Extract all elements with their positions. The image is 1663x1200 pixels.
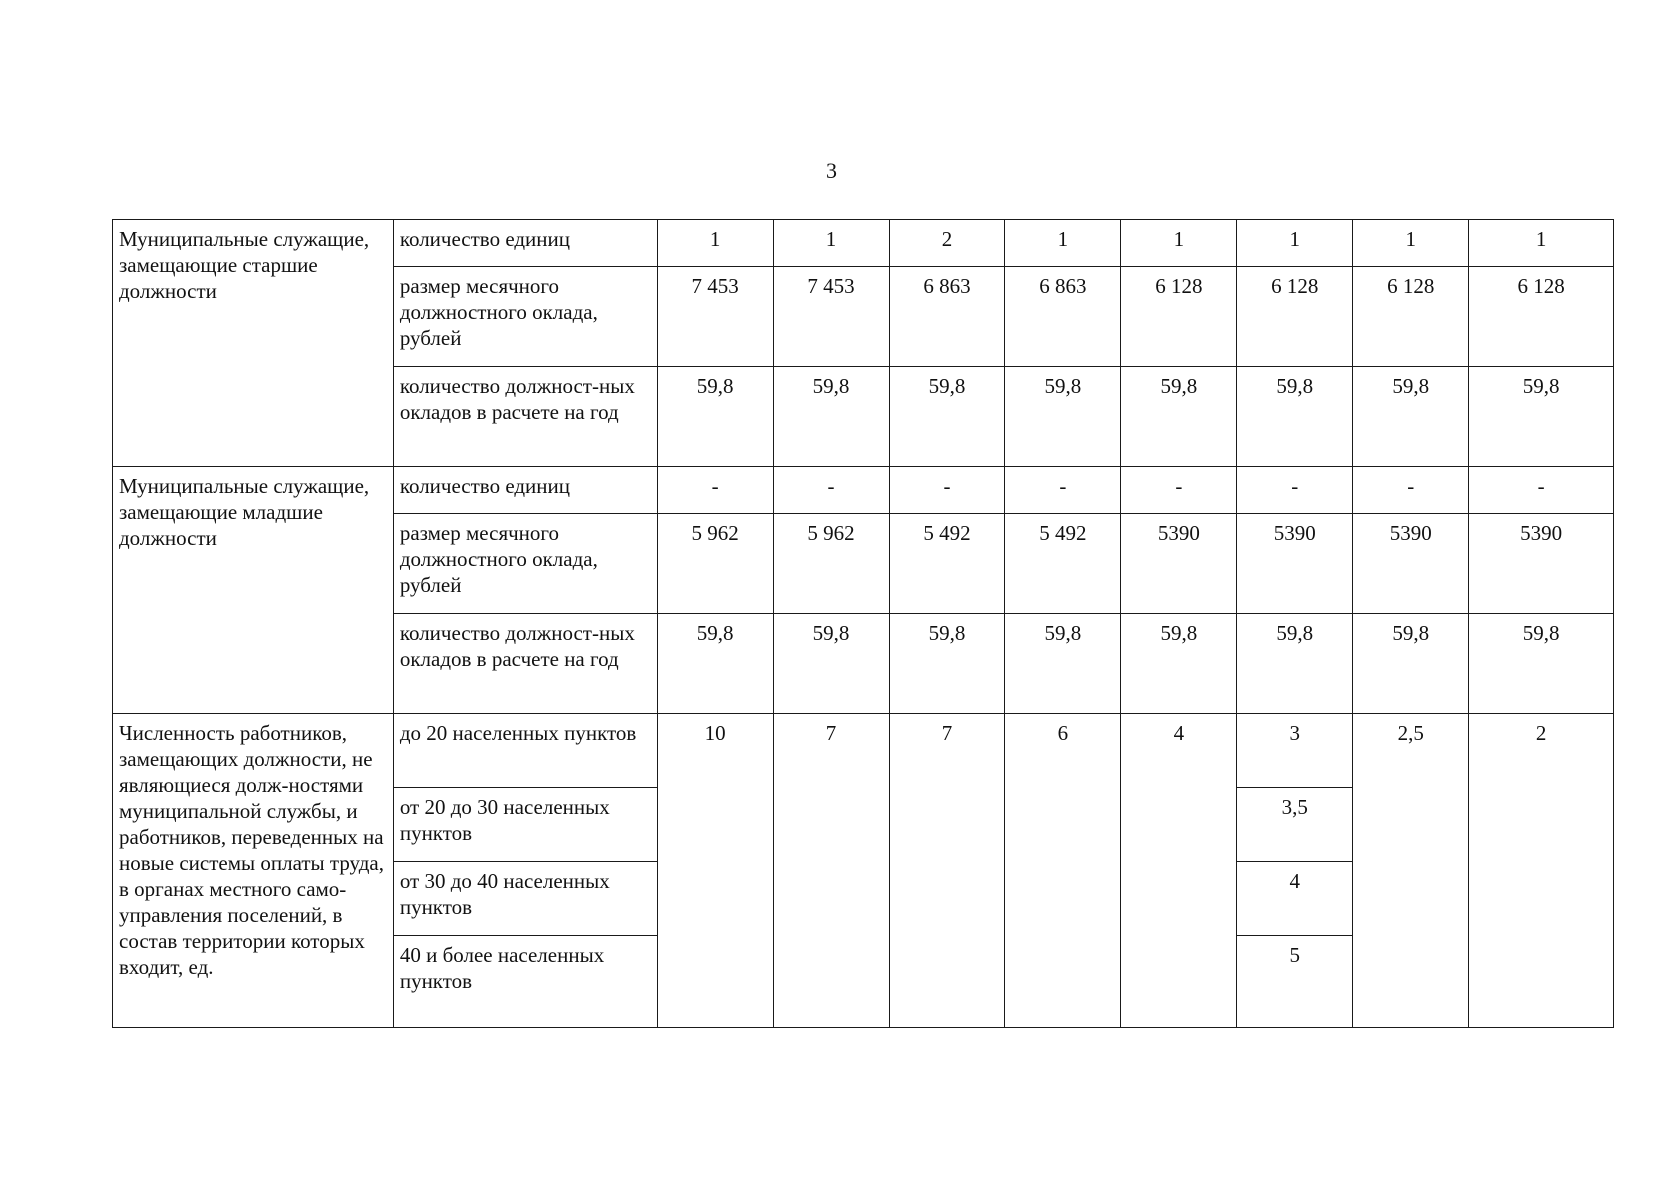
table-cell: 1: [657, 220, 773, 267]
table-cell: 1: [1121, 220, 1237, 267]
row-label: размер месячного должностного оклада, рублей: [393, 267, 657, 367]
row-label: 40 и более населенных пунктов: [393, 936, 657, 1028]
table-cell: 5: [1237, 936, 1353, 1028]
table-cell: 59,8: [1353, 614, 1469, 714]
table-cell: 5 962: [657, 514, 773, 614]
table-cell: 3,5: [1237, 788, 1353, 862]
table-cell: 59,8: [1005, 614, 1121, 714]
table-cell: 59,8: [773, 367, 889, 467]
page-number: 3: [826, 158, 837, 183]
table-cell: -: [1353, 467, 1469, 514]
table-cell: 2,5: [1353, 714, 1469, 1028]
table-cell: 59,8: [1469, 367, 1614, 467]
table-cell: 59,8: [1237, 614, 1353, 714]
table-cell: 7 453: [657, 267, 773, 367]
table-row: [113, 220, 1614, 267]
table-cell: 59,8: [1121, 614, 1237, 714]
group-label-other-staff: Численность работников, замещающих должности, не являющиеся долж-ностями муниципальной службы, и работников, переведенных на новые системы оплаты труда, в органах местного само-управления поселений, в состав территории которых входит, ед.: [113, 714, 394, 1028]
table-cell: 7: [889, 714, 1005, 1028]
table-row: [113, 714, 1614, 788]
table-cell: 59,8: [1353, 367, 1469, 467]
table-cell: -: [773, 467, 889, 514]
table-cell: 6 128: [1121, 267, 1237, 367]
table-cell: -: [1121, 467, 1237, 514]
table-cell: 59,8: [889, 614, 1005, 714]
table-cell: 5 492: [1005, 514, 1121, 614]
table-cell: 59,8: [1237, 367, 1353, 467]
table-cell: 59,8: [657, 367, 773, 467]
table-cell: 5390: [1353, 514, 1469, 614]
row-label: размер месячного должностного оклада, рублей: [393, 514, 657, 614]
table-cell: 5 962: [773, 514, 889, 614]
table-cell: 1: [1237, 220, 1353, 267]
table-cell: 2: [1469, 714, 1614, 1028]
table-cell: 59,8: [889, 367, 1005, 467]
table-cell: 59,8: [1121, 367, 1237, 467]
row-label: от 30 до 40 населенных пунктов: [393, 862, 657, 936]
table-cell: 59,8: [657, 614, 773, 714]
table-cell: 2: [889, 220, 1005, 267]
table-cell: 7: [773, 714, 889, 1028]
group-label-junior: Муниципальные служащие, замещающие младшие должности: [113, 467, 394, 714]
table-cell: 6 863: [889, 267, 1005, 367]
group-label-senior: Муниципальные служащие, замещающие старшие должности: [113, 220, 394, 467]
table-cell: 1: [773, 220, 889, 267]
table-cell: 59,8: [1005, 367, 1121, 467]
table-cell: 59,8: [1469, 614, 1614, 714]
table-cell: -: [657, 467, 773, 514]
table-cell: 6 128: [1237, 267, 1353, 367]
table-cell: 5390: [1237, 514, 1353, 614]
staff-table: [112, 219, 1614, 1028]
row-label: до 20 населенных пунктов: [393, 714, 657, 788]
table-cell: 5 492: [889, 514, 1005, 614]
row-label: количество должност-ных окладов в расчете на год: [393, 367, 657, 467]
table-cell: 6 128: [1353, 267, 1469, 367]
table-cell: 4: [1237, 862, 1353, 936]
table-cell: 5390: [1121, 514, 1237, 614]
table-cell: 6 128: [1469, 267, 1614, 367]
table-cell: 5390: [1469, 514, 1614, 614]
table-row: [113, 467, 1614, 514]
row-label: от 20 до 30 населенных пунктов: [393, 788, 657, 862]
table-cell: 7 453: [773, 267, 889, 367]
table-cell: 10: [657, 714, 773, 1028]
table-cell: -: [889, 467, 1005, 514]
table-cell: 59,8: [773, 614, 889, 714]
table-cell: 1: [1353, 220, 1469, 267]
table-cell: 4: [1121, 714, 1237, 1028]
table-cell: -: [1237, 467, 1353, 514]
table-cell: 3: [1237, 714, 1353, 788]
table-cell: -: [1469, 467, 1614, 514]
table-cell: 6 863: [1005, 267, 1121, 367]
row-label: количество единиц: [393, 220, 657, 267]
table-cell: 1: [1005, 220, 1121, 267]
table-cell: 6: [1005, 714, 1121, 1028]
row-label: количество единиц: [393, 467, 657, 514]
table-cell: 1: [1469, 220, 1614, 267]
table-cell: -: [1005, 467, 1121, 514]
row-label: количество должност-ных окладов в расчете на год: [393, 614, 657, 714]
